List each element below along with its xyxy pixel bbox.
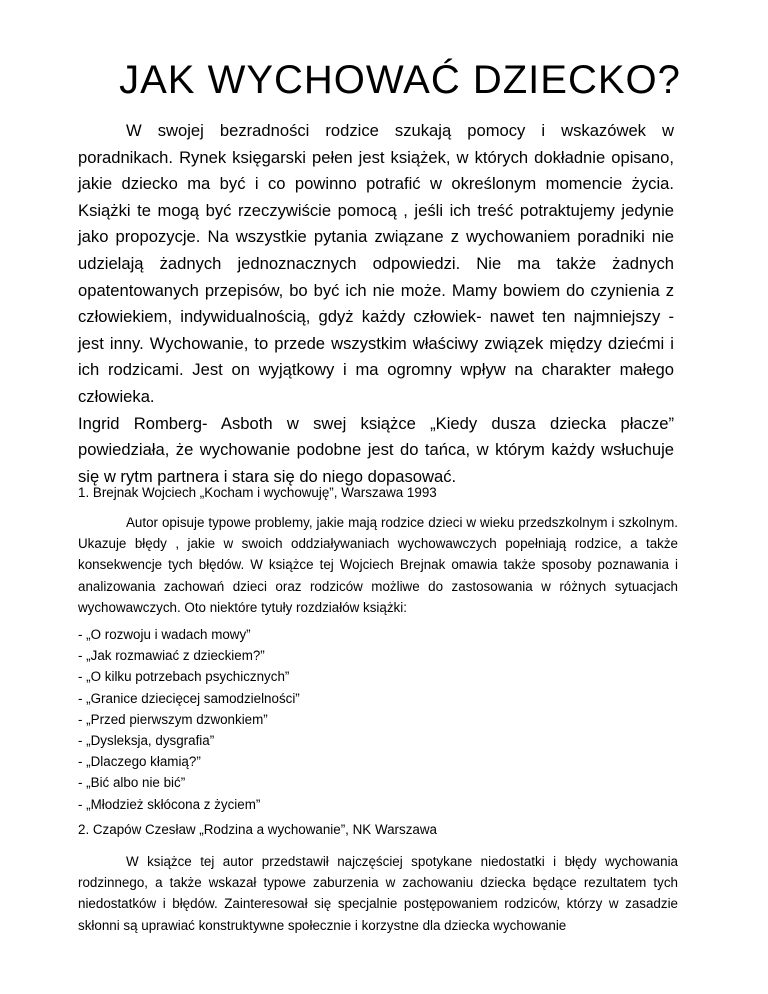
list-item: - „Jak rozmawiać z dzieckiem?”	[78, 648, 265, 664]
section-paragraph-2: W książce tej autor przedstawił najczęściej spotykane niedostatki i błędy wychowania rodzinnego, a także wskazał typowe zaburzenia w zachowaniu dziecka będące rezultatem tych niedostatków i błędów. Zainteresował się specjalnie postępowaniem rodziców, którzy w zasadzie skłonni są uprawiać konstruktywne społecznie i korzystne dla dziecka wychowanie	[78, 854, 678, 933]
list-item: - „Bić albo nie bić”	[78, 775, 186, 791]
list-item: - „Dlaczego kłamią?”	[78, 754, 201, 770]
intro-paragraph-quote: Ingrid Romberg- Asboth w swej książce „Kiedy dusza dziecka płacze” powiedziała, że wychowanie podobne jest do tańca, w którym każdy wsłuchuje się w rytm partnera i stara się do niego dopasować.	[78, 413, 674, 486]
list-item: - „Przed pierwszym dzwonkiem”	[78, 711, 268, 727]
chapter-list	[78, 624, 678, 815]
list-item: - „Dysleksja, dysgrafia”	[78, 733, 215, 749]
section-paragraph-1: Autor opisuje typowe problemy, jakie mają rodzice dzieci w wieku przedszkolnym i szkolnym. Ukazuje błędy , jakie w swoich oddziaływaniach wychowawczych popełniają rodzice, a także konsekwencje tych błędów. W książce tej Wojciech Brejnak omawia także sposoby poznawania i analizowania zachowań dzieci oraz rodziców możliwe do zastosowania w różnych sytuacjach wychowawczych. Oto niektóre tytuły rozdziałów książki:	[78, 515, 678, 615]
intro-text	[78, 118, 674, 490]
intro-paragraph: W swojej bezradności rodzice szukają pomocy i wskazówek w poradnikach. Rynek księgarski pełen jest książek, w których dokładnie opisano, jakie dziecko ma być i co powinno potrafić w określonym momencie życia. Książki te mogą być rzeczywiście pomocą , jeśli ich treść potraktujemy jedynie jako propozycje. Na wszystkie pytania związane z wychowaniem poradniki nie udzielają żadnych jednoznacznych odpowiedzi. Nie ma także żadnych opatentowanych przepisów, bo być ich nie może. Mamy bowiem do czynienia z człowiekiem, indywidualnością, gdyż każdy człowiek- nawet ten najmniejszy - jest inny. Wychowanie, to przede wszystkim właściwy związek między dziećmi i ich rodzicami. Jest on wyjątkowy i ma ogromny wpływ na charakter małego człowieka.	[78, 121, 674, 406]
page-title: JAK WYCHOWAĆ DZIECKO?	[119, 58, 681, 102]
list-item: - „O rozwoju i wadach mowy”	[78, 627, 251, 642]
section-heading-2: 2. Czapów Czesław „Rodzina a wychowanie”, NK Warszawa	[78, 822, 437, 837]
list-item: - „Młodzież skłócona z życiem”	[78, 796, 261, 812]
list-item: - „O kilku potrzebach psychicznych”	[78, 669, 290, 685]
list-item: - „Granice dziecięcej samodzielności”	[78, 690, 300, 706]
section-heading-1: 1. Brejnak Wojciech „Kocham i wychowuję”, Warszawa 1993	[78, 485, 437, 500]
